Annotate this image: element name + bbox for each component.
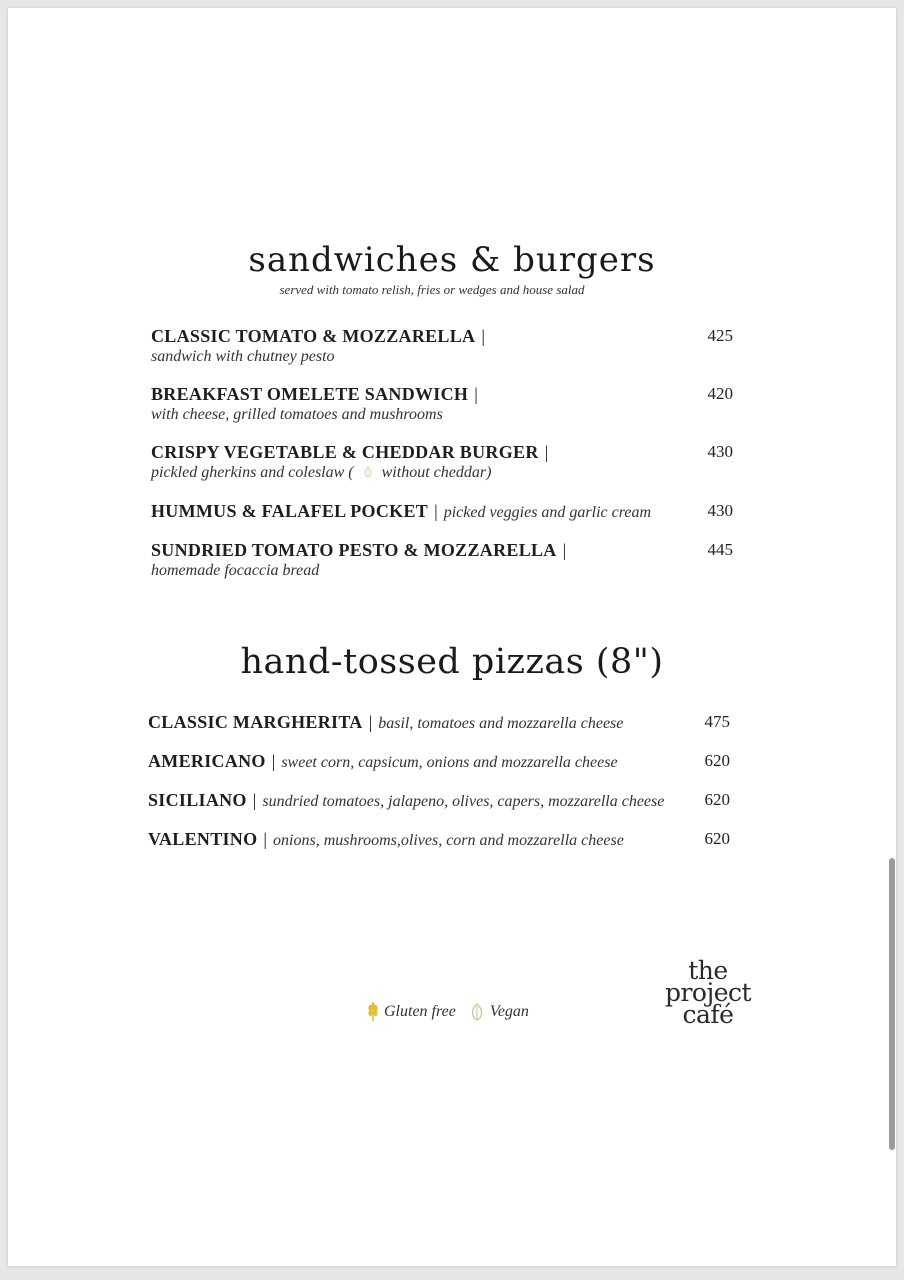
separator: | — [544, 442, 549, 462]
item-price: 430 — [707, 501, 733, 520]
item-description: sweet corn, capsicum, onions and mozzarella cheese — [281, 754, 618, 771]
item-description: basil, tomatoes and mozzarella cheese — [378, 715, 624, 732]
item-name: VALENTINO — [148, 829, 258, 849]
menu-item — [151, 540, 741, 580]
menu-item — [148, 751, 738, 772]
section-title-pizzas: hand-tossed pizzas (8") — [240, 642, 664, 682]
item-description: homemade focaccia bread — [151, 562, 320, 579]
section-subtitle-sandwiches: served with tomato relish, fries or wedges and house salad — [279, 282, 585, 297]
item-description-part: without cheddar) — [381, 464, 492, 481]
item-name: CLASSIC TOMATO & MOZZARELLA — [151, 326, 476, 346]
menu-item — [148, 712, 738, 733]
item-price: 620 — [704, 790, 730, 809]
item-name: SUNDRIED TOMATO PESTO & MOZZARELLA — [151, 540, 557, 560]
item-price: 620 — [704, 751, 730, 770]
menu-item — [151, 442, 741, 482]
leaf-icon — [362, 466, 374, 478]
section-title-sandwiches: sandwiches & burgers — [248, 240, 656, 280]
leaf-icon — [468, 1002, 486, 1022]
separator: | — [263, 829, 268, 849]
item-description: with cheese, grilled tomatoes and mushrooms — [151, 406, 443, 423]
logo-line: the — [688, 956, 728, 985]
item-name: CRISPY VEGETABLE & CHEDDAR BURGER — [151, 442, 539, 462]
separator: | — [252, 790, 257, 810]
item-name: SICILIANO — [148, 790, 247, 810]
legend-gluten-free: Gluten free — [384, 1003, 456, 1020]
menu-item — [151, 384, 741, 424]
scrollbar[interactable] — [889, 858, 895, 1150]
menu-page — [8, 8, 896, 1266]
legend-vegan: Vegan — [489, 1003, 529, 1020]
separator: | — [434, 501, 438, 521]
menu-item — [151, 326, 741, 366]
menu-item — [151, 501, 741, 522]
item-name: HUMMUS & FALAFEL POCKET — [151, 501, 429, 521]
menu-item — [148, 790, 738, 811]
item-description — [151, 464, 741, 482]
logo-line: project — [664, 978, 752, 1007]
item-name: BREAKFAST OMELETE SANDWICH — [151, 384, 469, 404]
menu-item — [148, 829, 738, 850]
cafe-logo — [655, 956, 761, 1029]
item-price: 475 — [704, 712, 730, 731]
separator: | — [271, 751, 276, 771]
separator: | — [481, 326, 485, 346]
separator: | — [368, 712, 373, 732]
item-description: sundried tomatoes, jalapeno, olives, capers, mozzarella cheese — [262, 793, 665, 810]
item-name: CLASSIC MARGHERITA — [148, 712, 363, 732]
item-description-part: pickled gherkins and coleslaw ( — [151, 464, 354, 481]
separator: | — [562, 540, 567, 560]
separator: | — [474, 384, 478, 404]
item-price: 445 — [707, 540, 733, 559]
item-price: 420 — [707, 384, 733, 403]
wheat-icon — [366, 1002, 380, 1022]
item-price: 425 — [707, 326, 733, 345]
item-description: sandwich with chutney pesto — [151, 348, 335, 365]
logo-line: café — [682, 1000, 734, 1029]
item-description: onions, mushrooms,olives, corn and mozzarella cheese — [273, 832, 624, 849]
item-price: 430 — [707, 442, 733, 461]
item-name: AMERICANO — [148, 751, 266, 771]
item-description: picked veggies and garlic cream — [443, 504, 652, 521]
item-price: 620 — [704, 829, 730, 848]
dietary-legend — [366, 1002, 529, 1022]
